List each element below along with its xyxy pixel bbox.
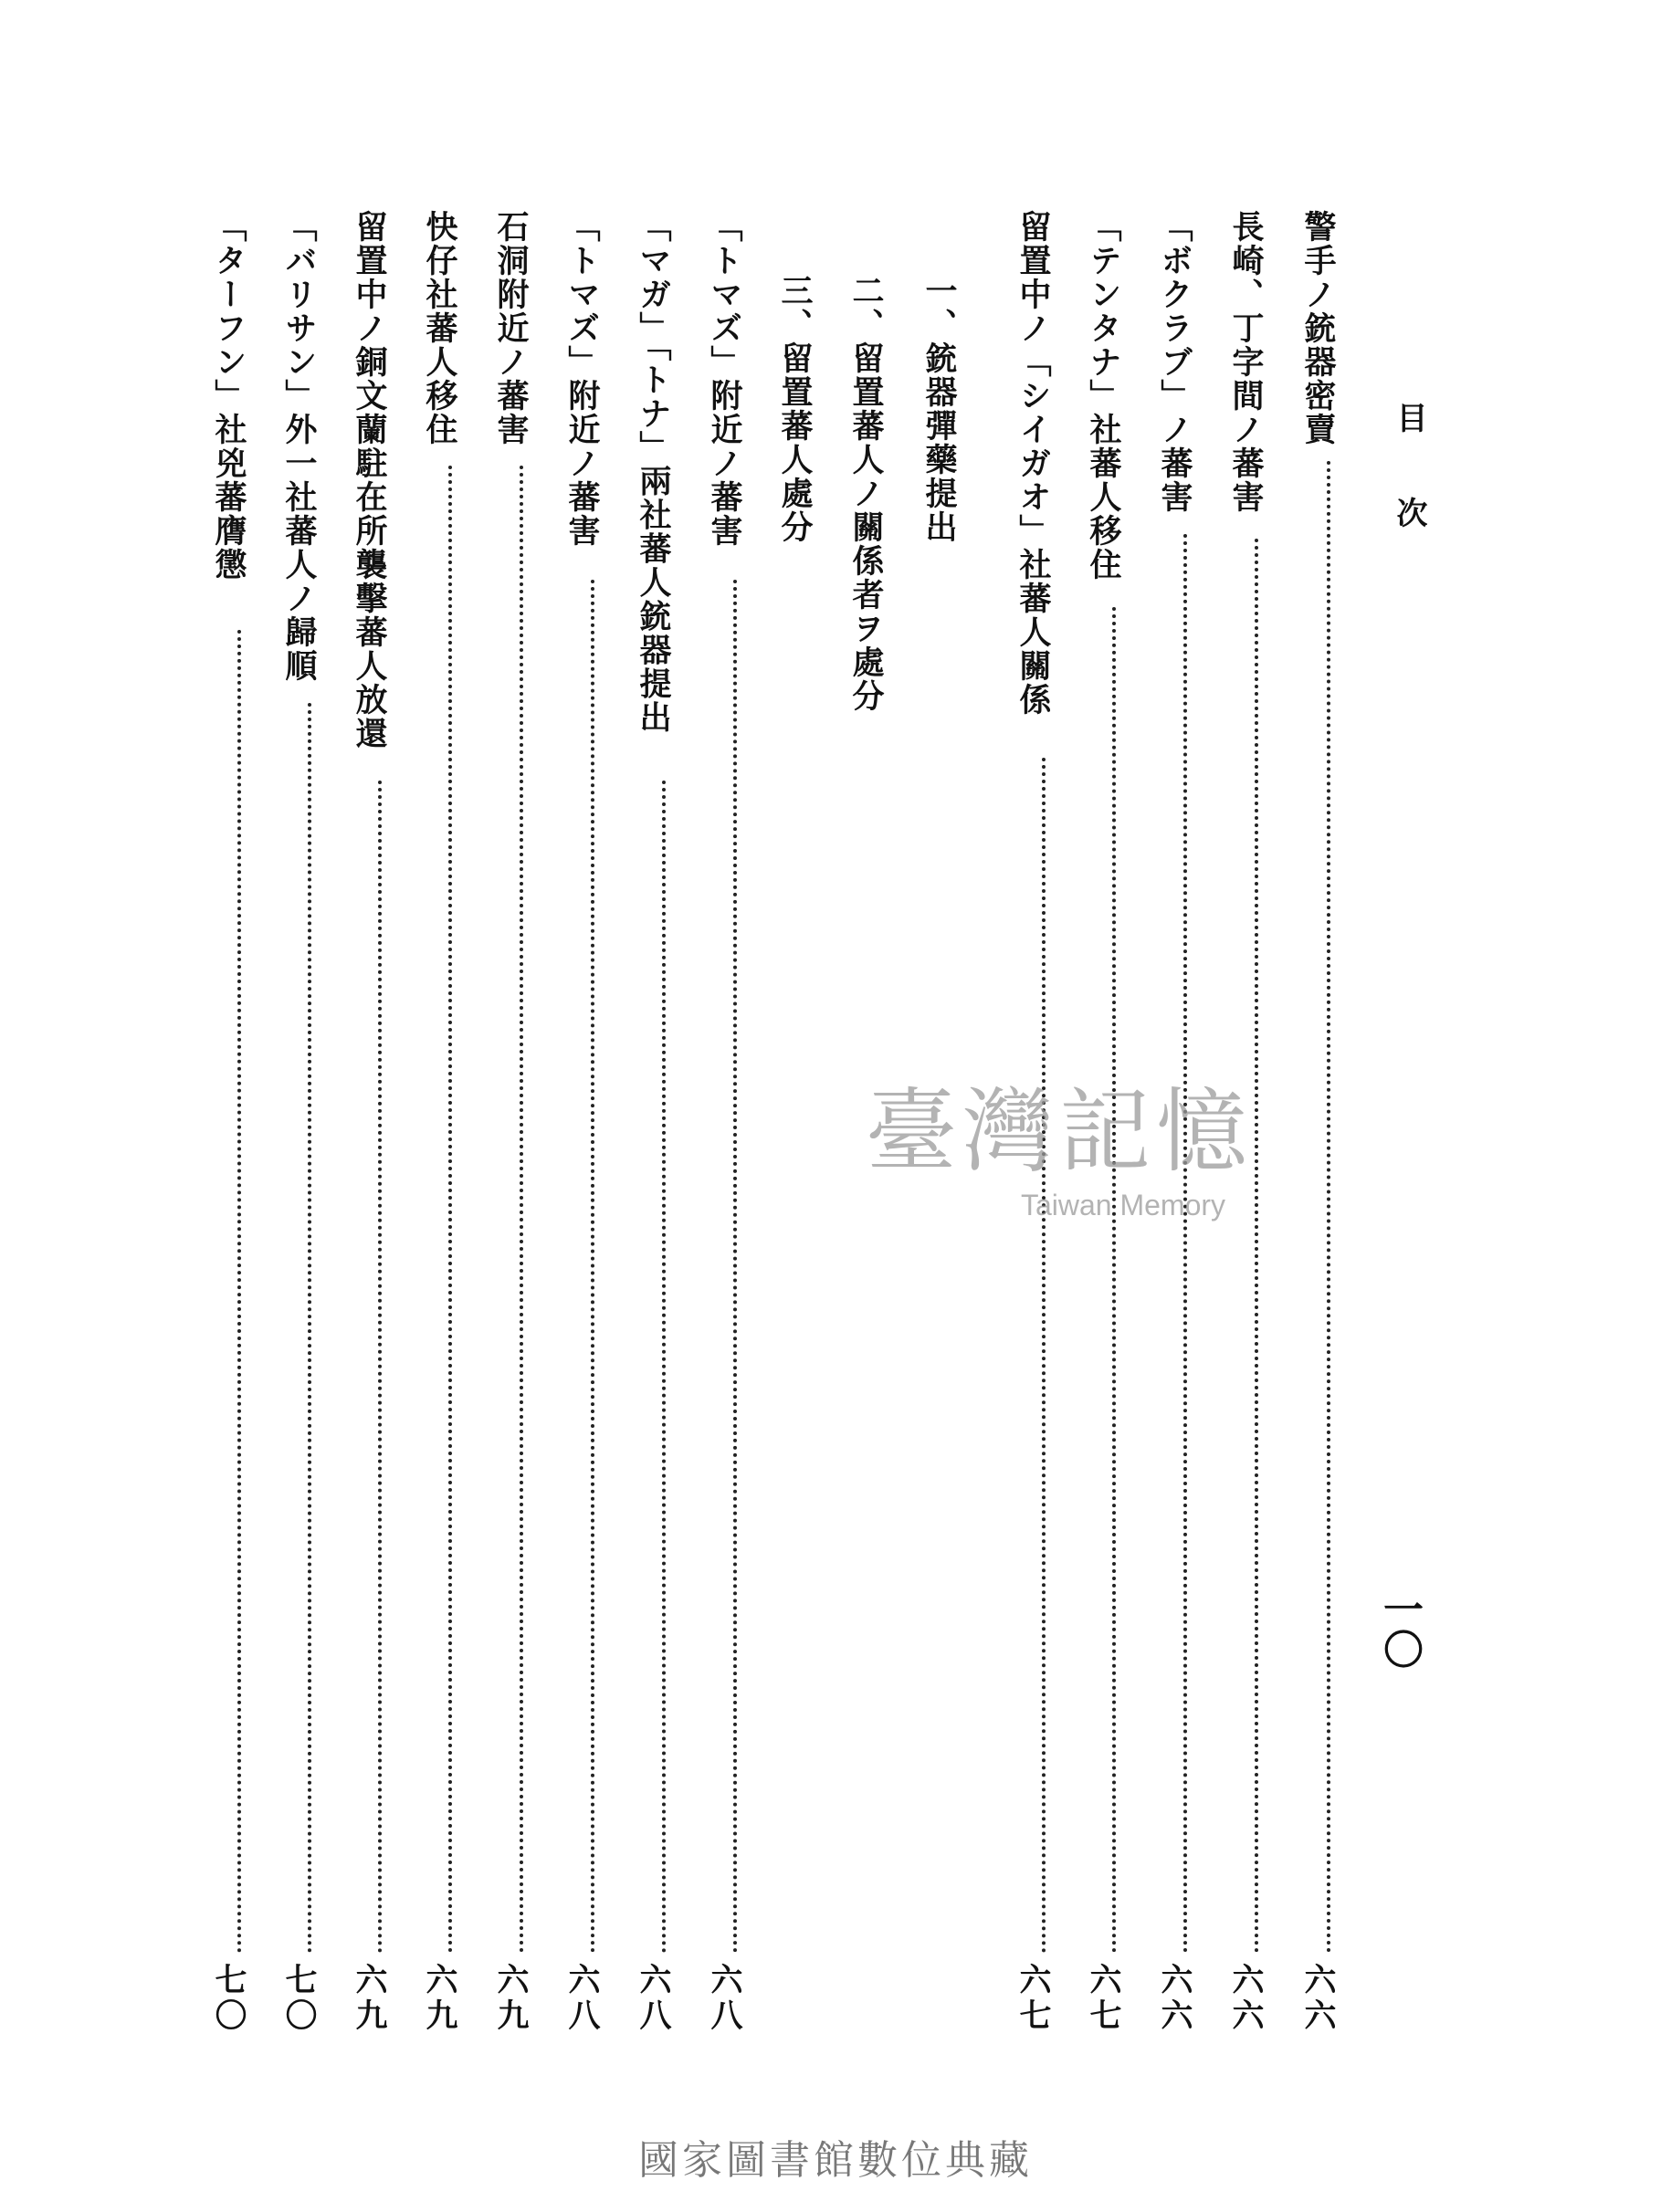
- footer-archive-label: 國家圖書館數位典藏: [638, 2137, 1033, 2184]
- toc-entry[interactable]: [1301, 210, 1356, 2036]
- toc-entry-page: 六九: [351, 1963, 388, 2034]
- toc-entry-page: 六六: [1299, 1963, 1337, 2034]
- page-header-title: 目次: [1391, 402, 1427, 592]
- toc-entry[interactable]: [494, 210, 549, 2036]
- toc-entry-title: 一、銃器彈藥提出: [920, 274, 958, 544]
- toc-entry-page: 六六: [1156, 1963, 1193, 2034]
- dot-leader: [1255, 539, 1258, 1954]
- toc-entry-page: 六八: [706, 1963, 743, 2034]
- toc-entry[interactable]: [423, 210, 478, 2036]
- toc-entry-page: 六六: [1227, 1963, 1265, 2034]
- toc-entry-title: 「テンタナ」社蕃人移住: [1085, 210, 1122, 582]
- dot-leader: [1183, 534, 1187, 1954]
- toc-entry-title: 長崎、丁字間ノ蕃害: [1227, 210, 1265, 514]
- toc-entry-sub[interactable]: [849, 210, 904, 758]
- dot-leader: [378, 781, 382, 1954]
- toc-entry-sub[interactable]: [922, 210, 977, 758]
- toc-entry[interactable]: [708, 210, 762, 2036]
- toc-entry[interactable]: [636, 210, 691, 2036]
- toc-entry-page: 六七: [1085, 1963, 1122, 2034]
- dot-leader: [308, 703, 311, 1954]
- toc-entry-title: 「トマズ」附近ノ蕃害: [706, 210, 743, 548]
- toc-entry-title: 「トマズ」附近ノ蕃害: [563, 210, 601, 548]
- dot-leader: [733, 580, 737, 1954]
- page-number: 一〇: [1376, 1588, 1423, 1669]
- toc-entry-title: 留置中ノ銅文蘭駐在所襲擊蕃人放還: [351, 210, 388, 750]
- toc-entry-page: 六九: [492, 1963, 530, 2034]
- toc-entry[interactable]: [352, 210, 407, 2036]
- dot-leader: [662, 781, 666, 1954]
- toc-entry-title: 「マガ」「トナ」兩社蕃人銃器提出: [635, 210, 672, 735]
- watermark-english: Taiwan Memory: [1020, 1189, 1226, 1221]
- toc-entry-page: 七〇: [210, 1963, 247, 2034]
- watermark-chinese: 臺灣記憶: [866, 1078, 1253, 1185]
- toc-entry-title: 快仔社蕃人移住: [421, 210, 458, 446]
- dot-leader: [591, 580, 594, 1954]
- toc-entry-title: 「バリサン」外一社蕃人ノ歸順: [280, 210, 318, 683]
- toc-entry[interactable]: [212, 210, 267, 2036]
- toc-entry-page: 六七: [1014, 1963, 1052, 2034]
- toc-entry-page: 六八: [635, 1963, 672, 2034]
- dot-leader: [520, 466, 523, 1954]
- toc-entry-page: 六八: [563, 1963, 601, 2034]
- dot-leader: [1327, 461, 1330, 1954]
- toc-entry-title: 警手ノ銃器密賣: [1299, 210, 1337, 446]
- dot-leader: [237, 630, 241, 1954]
- dot-leader: [1042, 758, 1046, 1954]
- toc-entry-title: 留置中ノ「シイガオ」社蕃人關係: [1014, 210, 1052, 717]
- toc-entry-title: 「ターフン」社兇蕃膺懲: [210, 210, 247, 582]
- dot-leader: [448, 466, 452, 1954]
- toc-entry[interactable]: [282, 210, 337, 2036]
- toc-entry-title: 二、留置蕃人ノ關係者ヲ處分: [847, 274, 885, 713]
- dot-leader: [1112, 607, 1116, 1954]
- toc-entry-page: 六九: [421, 1963, 458, 2034]
- toc-entry-page: 七〇: [280, 1963, 318, 2034]
- toc-entry-title: 「ボクラブ」ノ蕃害: [1156, 210, 1193, 514]
- taiwan-memory-watermark: [822, 1077, 1297, 1242]
- toc-entry-title: 石洞附近ノ蕃害: [492, 210, 530, 446]
- toc-entry-title: 三、留置蕃人處分: [776, 274, 814, 544]
- toc-entry-sub[interactable]: [778, 210, 833, 758]
- toc-entry[interactable]: [565, 210, 620, 2036]
